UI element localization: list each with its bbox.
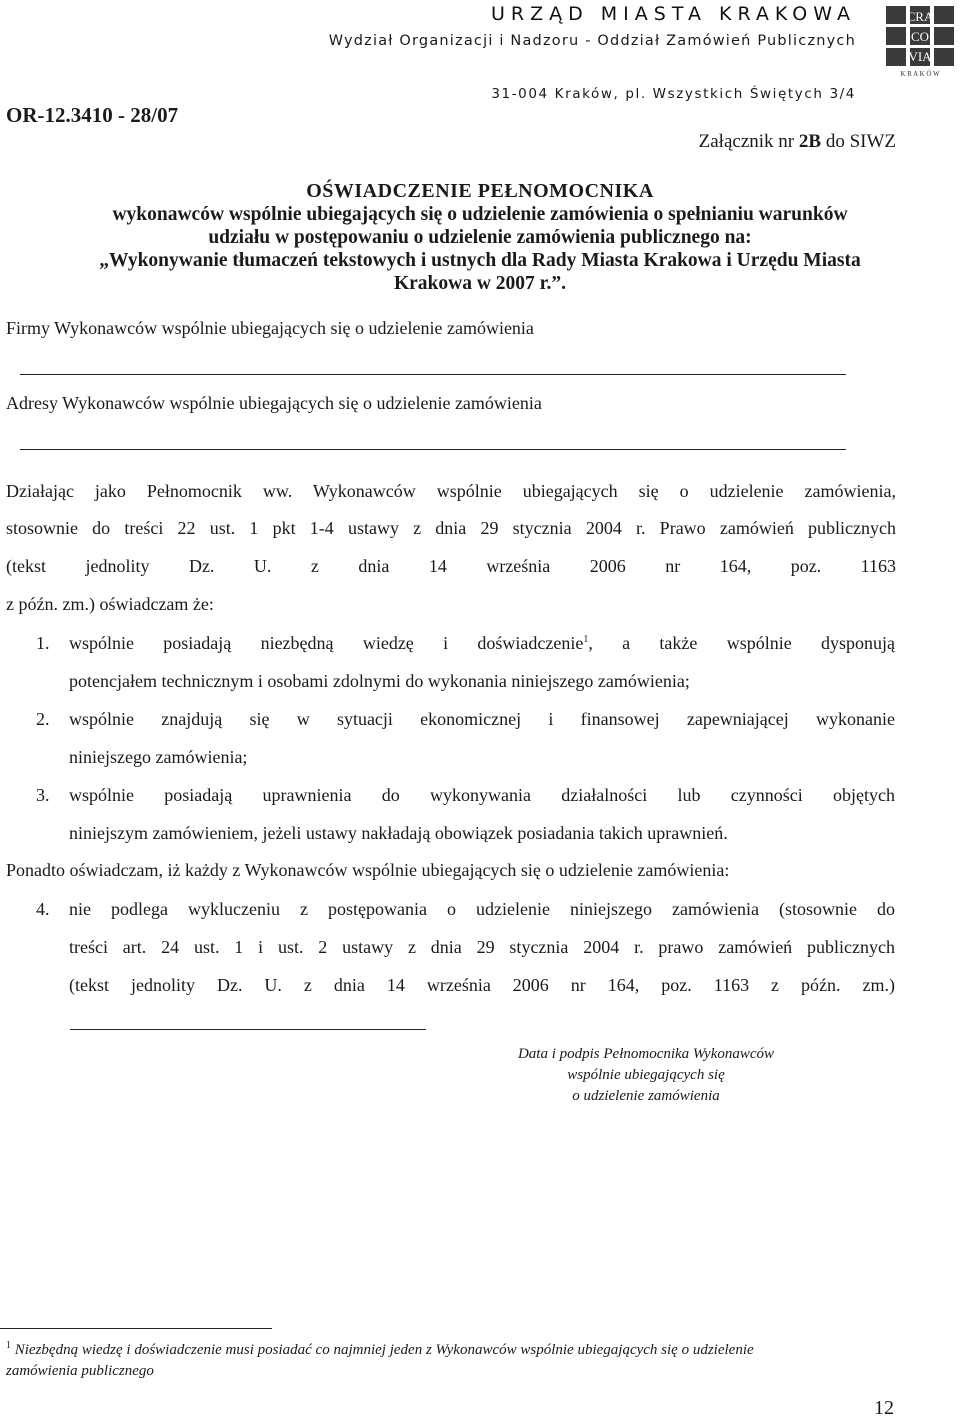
intro-line-2: stosownie do treści 22 ust. 1 pkt 1-4 ustawy z dnia 29 stycznia 2004 r. Prawo zamówień publicznych (6, 518, 896, 538)
cracovia-logo (884, 4, 956, 78)
title-line-1: wykonawców wspólnie ubiegających się o udzielenie zamówienia o spełnianiu warunków (112, 204, 848, 225)
office-address: 31-004 Kraków, pl. Wszystkich Świętych 3/4 (491, 86, 856, 102)
intro-line-1: Działając jako Pełnomocnik ww. Wykonawców wspólnie ubiegających się o udzielenie zamówienia, (6, 481, 896, 501)
title-line-2: udziału w postępowaniu o udzielenie zamówienia publicznego na: (208, 227, 752, 248)
footnote-divider (0, 1328, 272, 1329)
statement-title (8, 180, 952, 295)
signature-caption: Data i podpis Pełnomocnika Wykonawców wspólnie ubiegających się o udzielenie zamówienia (517, 1046, 775, 1104)
page-number: 12 (874, 1397, 894, 1418)
addresses-fill-line[interactable] (20, 449, 846, 450)
additional-statement: Ponadto oświadczam, iż każdy z Wykonawców wspólnie ubiegających się o udzielenie zamówienia: (6, 860, 730, 880)
office-name: URZĄD MIASTA KRAKOWA (490, 3, 856, 25)
logo-subtext: K R A K Ó W (900, 70, 940, 78)
document-reference: OR-12.3410 - 28/07 (6, 103, 179, 127)
firms-fill-line[interactable] (20, 374, 846, 375)
title-line-3: „Wykonywanie tłumaczeń tekstowych i ustnych dla Rady Miasta Krakowa i Urzędu Miasta (99, 250, 861, 271)
attachment-label: Załącznik nr 2B do SIWZ (698, 131, 896, 152)
addresses-label: Adresy Wykonawców wspólnie ubiegających się o udzielenie zamówienia (6, 393, 542, 413)
logo-text-1: CRA (906, 9, 934, 24)
firms-label: Firmy Wykonawców wspólnie ubiegających się o udzielenie zamówienia (6, 318, 534, 338)
footnote-ref: 1 (583, 634, 589, 645)
signature-line[interactable] (70, 1029, 426, 1030)
title-main: OŚWIADCZENIE PEŁNOMOCNIKA (306, 180, 654, 202)
department-name: Wydział Organizacji i Nadzoru - Oddział Zamówień Publicznych (328, 33, 856, 49)
logo-text-3: VIA (908, 49, 932, 64)
intro-line-4: z późn. zm.) oświadczam że: (6, 594, 214, 614)
title-line-4: Krakowa w 2007 r.”. (393, 273, 567, 294)
logo-text-2: CO (910, 29, 930, 44)
footnote: $^1$ Niezbędną wiedzę i doświadczenie musi posiadać co najmniej jeden z Wykonawców wspólnie ubiegających się o udzielenie zamówienia publicznego (6, 1340, 754, 1379)
intro-line-3: (tekst jednolity Dz. U. z dnia 14 września 2006 nr 164, poz. 1163 (6, 556, 896, 576)
